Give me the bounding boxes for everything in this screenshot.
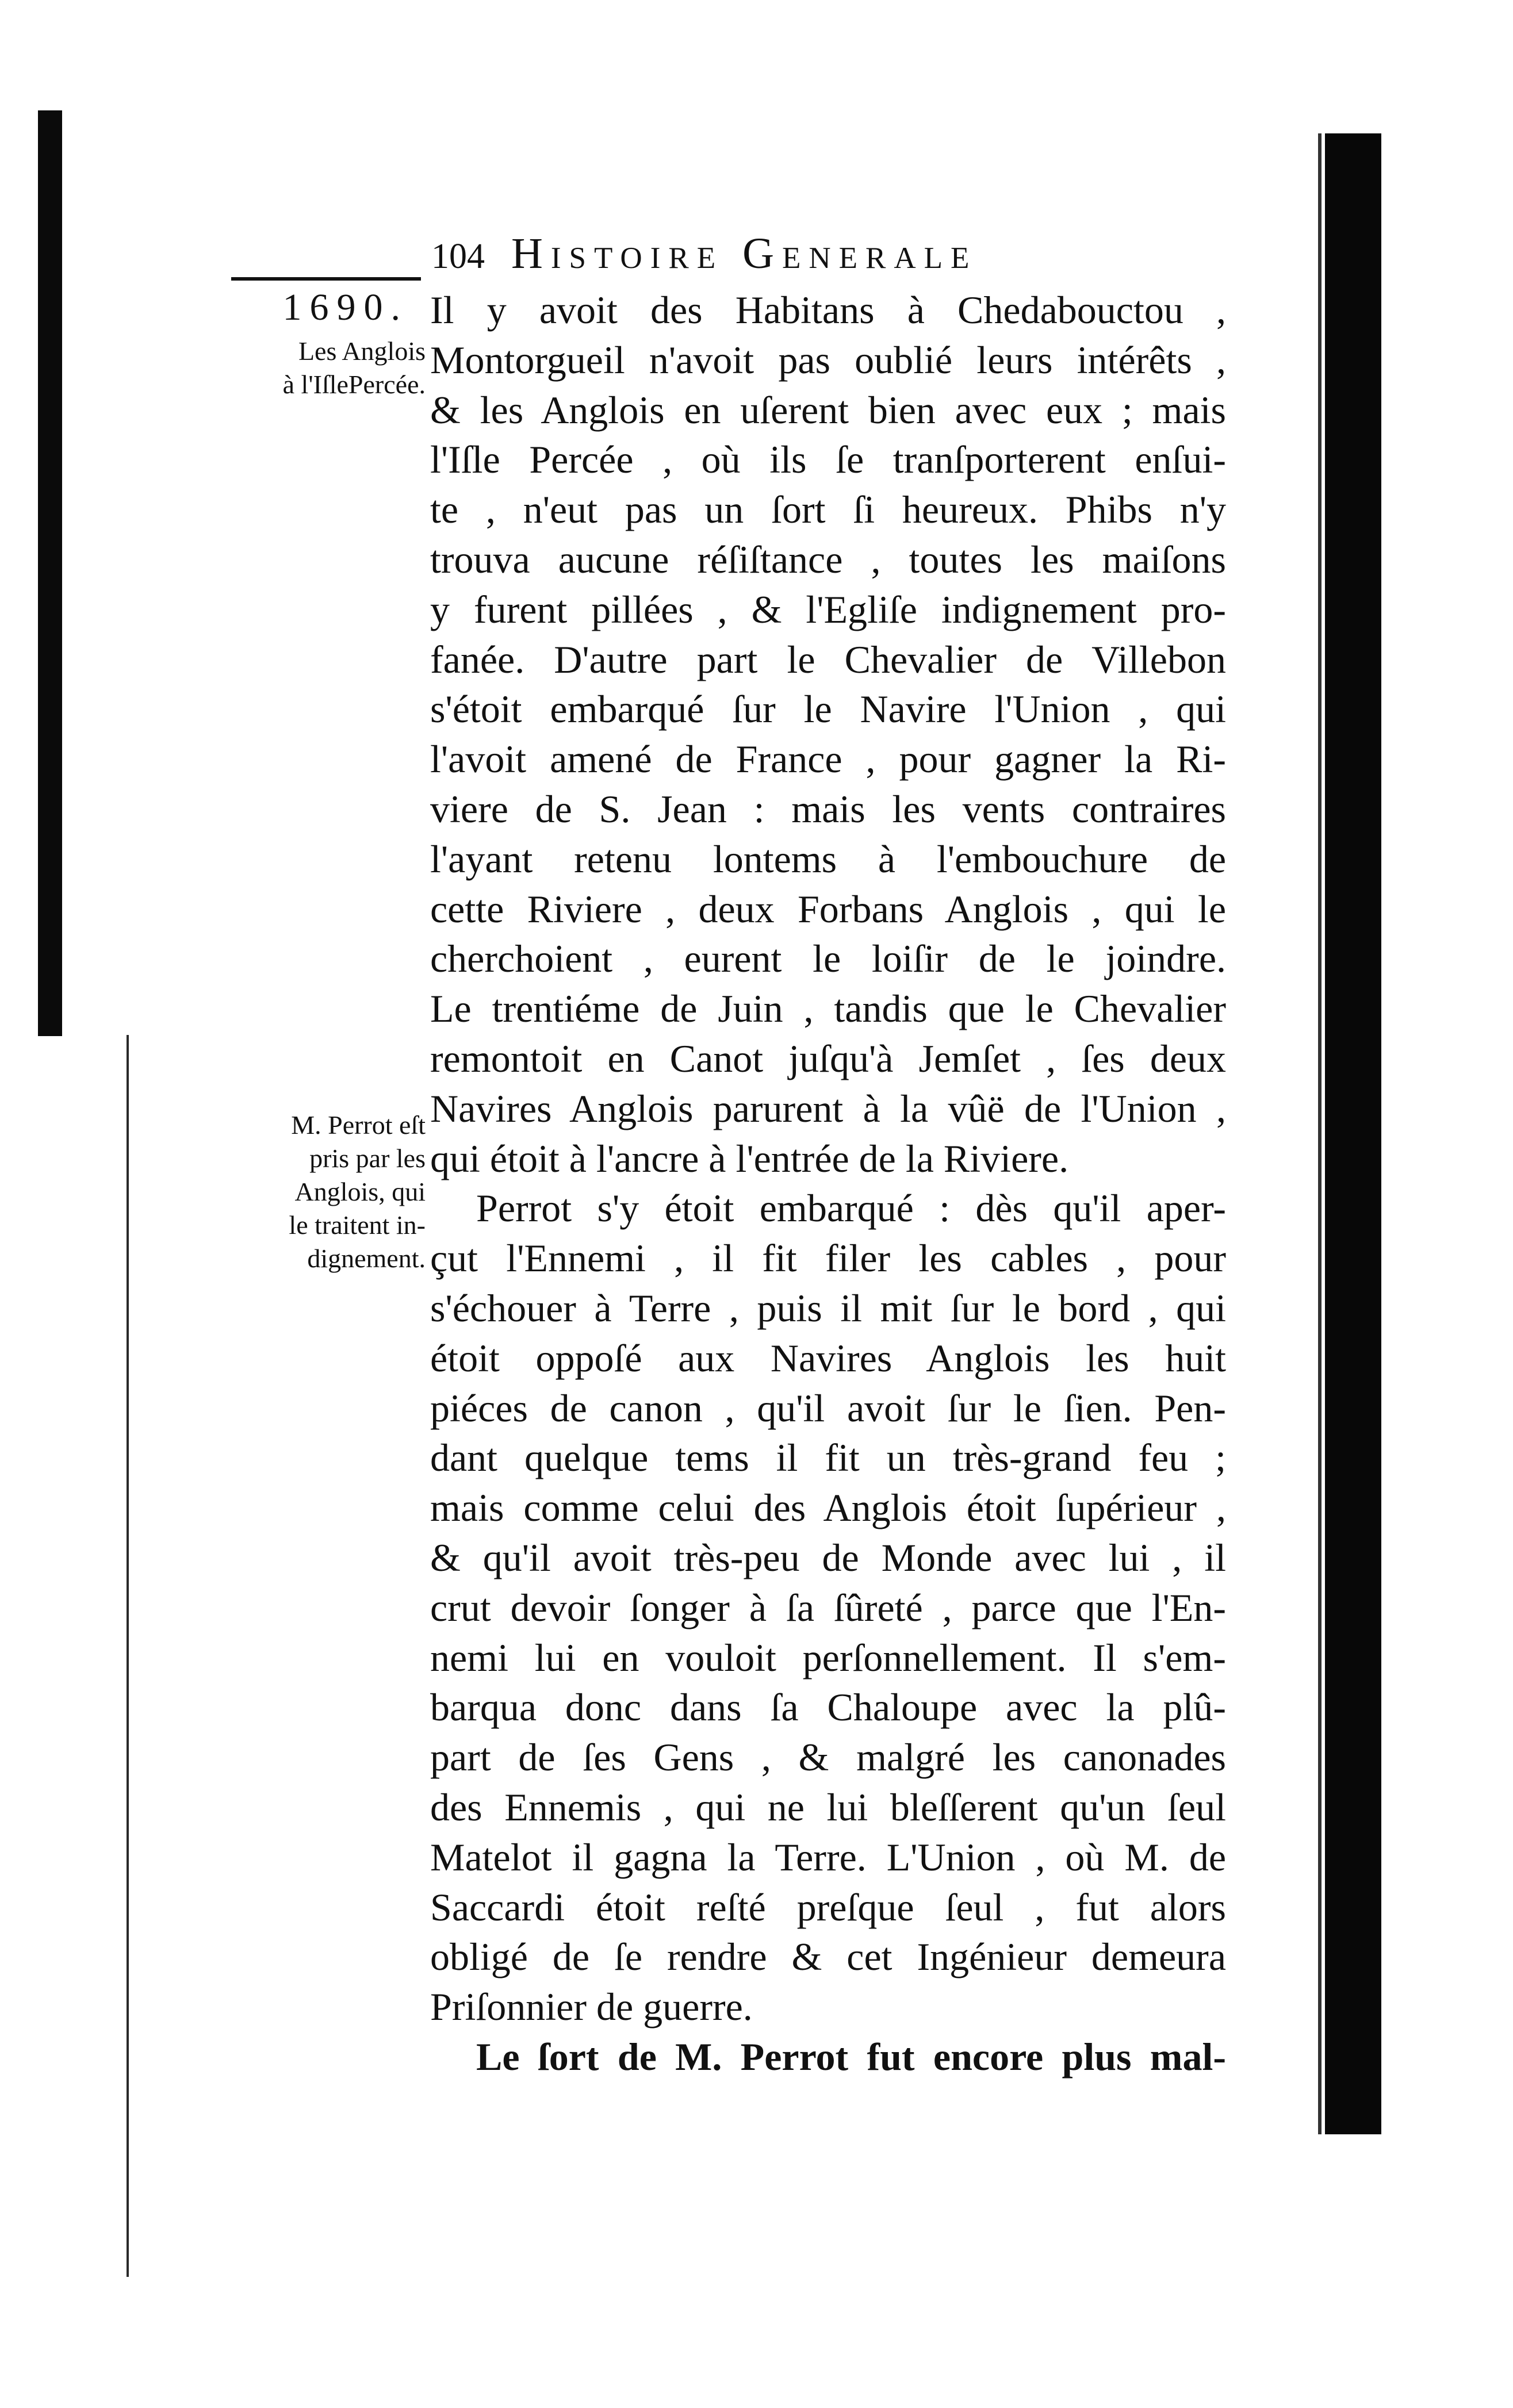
running-head xyxy=(431,229,1225,281)
text-line: piéces de canon , qu'il avoit ſur le ſien. Pen- xyxy=(430,1386,1226,1430)
text-line: Navires Anglois parurent à la vûë de l'Union , xyxy=(430,1086,1226,1130)
scan-edge-left-line xyxy=(127,1035,129,2277)
text-line: mais comme celui des Anglois étoit ſupérieur , xyxy=(430,1486,1226,1530)
text-line: s'échouer à Terre , puis il mit ſur le bord , qui xyxy=(430,1286,1226,1330)
margin-year: 1690. xyxy=(282,286,408,328)
text-line: trouva aucune réſiſtance , toutes les maiſons xyxy=(430,537,1226,581)
text-line: Le ſort de M. Perrot fut encore plus mal- xyxy=(476,2034,1226,2079)
margin-note-line: dignement. xyxy=(307,1244,426,1273)
margin-note-line: pris par les xyxy=(309,1144,426,1173)
scan-edge-right xyxy=(1325,133,1381,2134)
text-line: qui étoit à l'ancre à l'entrée de la Riviere. xyxy=(430,1136,1069,1180)
text-line: dant quelque tems il fit un très-grand feu ; xyxy=(430,1436,1226,1480)
scan-edge-right-line xyxy=(1318,133,1322,2134)
text-line: Saccardi étoit reſté preſque ſeul , fut alors xyxy=(430,1885,1226,1929)
text-line: & les Anglois en uſerent bien avec eux ; mais xyxy=(430,388,1226,432)
margin-note-line: Les Anglois xyxy=(298,336,426,366)
page-number: 104 xyxy=(431,237,485,276)
text-line: barqua donc dans ſa Chaloupe avec la plû- xyxy=(430,1685,1226,1730)
text-line: y furent pillées , & l'Egliſe indignement pro- xyxy=(430,587,1226,631)
text-line: Matelot il gagna la Terre. L'Union , où M. de xyxy=(430,1835,1226,1879)
text-line: fanée. D'autre part le Chevalier de Villebon xyxy=(430,637,1226,681)
text-line: viere de S. Jean : mais les vents contraires xyxy=(430,787,1226,831)
text-line: des Ennemis , qui ne lui bleſſerent qu'un ſeul xyxy=(430,1785,1226,1829)
text-line: & qu'il avoit très-peu de Monde avec lui , il xyxy=(430,1535,1226,1579)
text-line: te , n'eut pas un ſort ſi heureux. Phibs n'y xyxy=(430,488,1226,532)
scan-edge-left xyxy=(38,110,62,1036)
text-line: Priſonnier de guerre. xyxy=(430,1985,753,2029)
body-text xyxy=(430,285,1226,2082)
text-line: çut l'Ennemi , il fit filer les cables , pour xyxy=(430,1236,1226,1280)
margin-note-line: à l'IſlePercée. xyxy=(282,370,426,399)
running-title: Histoire Generale xyxy=(511,229,978,278)
text-line: Il y avoit des Habitans à Chedabouctou , xyxy=(430,288,1226,332)
margin-note-anglois-isle-percee xyxy=(224,335,426,401)
text-line: Perrot s'y étoit embarqué : dès qu'il aper- xyxy=(476,1186,1226,1230)
head-rule xyxy=(231,277,421,281)
text-line: l'Iſle Percée , où ils ſe tranſporterent enſui- xyxy=(430,438,1226,482)
text-line: part de ſes Gens , & malgré les canonades xyxy=(430,1735,1226,1780)
text-line: l'ayant retenu lontems à l'embouchure de xyxy=(430,837,1226,881)
text-line: Le trentiéme de Juin , tandis que le Chevalier xyxy=(430,987,1226,1031)
text-line: cherchoient , eurent le loiſir de le joindre. xyxy=(430,937,1226,981)
text-line: étoit oppoſé aux Navires Anglois les huit xyxy=(430,1336,1226,1380)
margin-note-line: M. Perrot eſt xyxy=(291,1110,426,1140)
margin-note-perrot-pris xyxy=(224,1109,426,1275)
margin-note-line: Anglois, qui xyxy=(294,1177,426,1206)
text-line: obligé de ſe rendre & cet Ingénieur demeura xyxy=(430,1935,1226,1979)
text-line: crut devoir ſonger à ſa ſûreté , parce que l'En- xyxy=(430,1585,1226,1629)
text-line: remontoit en Canot juſqu'à Jemſet , ſes deux xyxy=(430,1036,1226,1080)
text-line: Montorgueil n'avoit pas oublié leurs intérêts , xyxy=(430,338,1226,382)
text-line: nemi lui en vouloit perſonnellement. Il s'em- xyxy=(430,1635,1226,1680)
text-line: cette Riviere , deux Forbans Anglois , qui le xyxy=(430,887,1226,931)
text-line: s'étoit embarqué ſur le Navire l'Union , qui xyxy=(430,687,1226,731)
margin-note-line: le traitent in- xyxy=(289,1210,426,1240)
text-line: l'avoit amené de France , pour gagner la Ri- xyxy=(430,737,1226,781)
